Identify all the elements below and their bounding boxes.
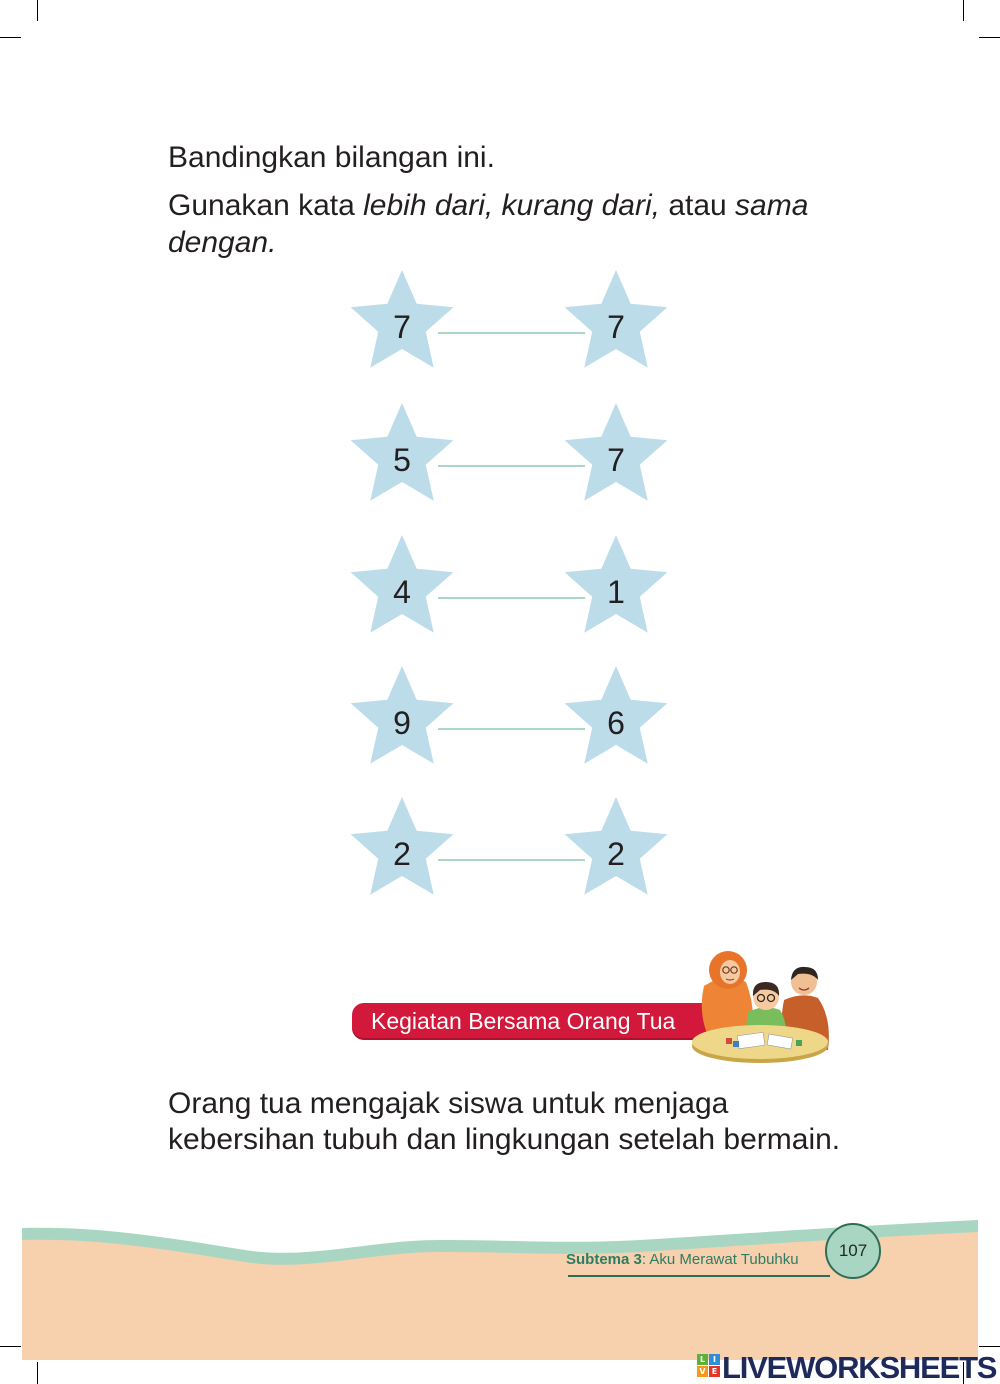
right-number: 1 — [607, 574, 625, 610]
right-number: 2 — [607, 836, 625, 872]
crop-mark-top-right-vertical — [963, 0, 964, 21]
instruction-text: Gunakan kata — [168, 189, 364, 222]
instruction-italic-option: dengan. — [168, 226, 277, 259]
crop-mark-top-right-horizontal — [979, 37, 1000, 38]
logo-letter: L — [697, 1354, 708, 1365]
crop-mark-top-left-vertical — [37, 0, 38, 21]
page-number: 107 — [838, 1241, 868, 1260]
right-number: 6 — [607, 705, 625, 741]
right-number-star — [561, 269, 671, 369]
parent-note-line-2 — [168, 1122, 840, 1158]
activity-banner-label: Kegiatan Bersama Orang Tua — [371, 1008, 676, 1034]
liveworksheets-logo-text: LIVEWORKSHEETS — [722, 1350, 997, 1384]
instruction-line-1: Bandingkan bilangan ini. — [168, 141, 495, 174]
logo-letter: I — [709, 1354, 720, 1365]
activity-banner — [352, 1003, 708, 1040]
instruction-title — [168, 139, 495, 176]
left-number: 4 — [393, 574, 411, 610]
right-number-star — [561, 796, 671, 896]
right-number: 7 — [607, 309, 625, 345]
right-number-star — [561, 402, 671, 502]
logo-letter: E — [709, 1366, 720, 1377]
instruction-line-2 — [168, 187, 808, 224]
parent-note-line-1 — [168, 1086, 728, 1122]
logo-letter: V — [697, 1366, 708, 1377]
right-number-star — [561, 534, 671, 634]
footer-rule — [568, 1275, 830, 1277]
comparison-row — [347, 269, 677, 369]
right-number: 7 — [607, 442, 625, 478]
crop-mark-top-left-horizontal — [0, 37, 21, 38]
comparison-row — [347, 796, 677, 896]
family-illustration — [688, 950, 833, 1065]
instruction-italic-options: lebih dari, kurang dari, — [363, 189, 660, 222]
instruction-italic-option: sama — [735, 189, 809, 222]
footer-subtheme — [566, 1251, 799, 1269]
mother-figure — [702, 951, 753, 1036]
subtheme-label: Subtema 3 — [566, 1251, 642, 1268]
left-number: 9 — [393, 705, 411, 741]
liveworksheets-logo-icon — [697, 1354, 720, 1377]
parent-note-text: Orang tua mengajak siswa untuk menjaga — [168, 1087, 729, 1120]
right-number-star — [561, 665, 671, 765]
left-number: 7 — [393, 309, 411, 345]
comparison-row — [347, 534, 677, 634]
left-number: 2 — [393, 836, 411, 872]
instruction-text: atau — [659, 189, 736, 222]
left-number: 5 — [393, 442, 411, 478]
comparison-row — [347, 665, 677, 765]
instruction-line-3 — [168, 224, 276, 261]
page-number-badge — [825, 1223, 881, 1279]
table — [692, 1025, 828, 1063]
subtheme-title: : Aku Merawat Tubuhku — [641, 1251, 799, 1268]
parent-note-text: kebersihan tubuh dan lingkungan setelah bermain. — [168, 1123, 841, 1156]
comparison-row — [347, 402, 677, 502]
